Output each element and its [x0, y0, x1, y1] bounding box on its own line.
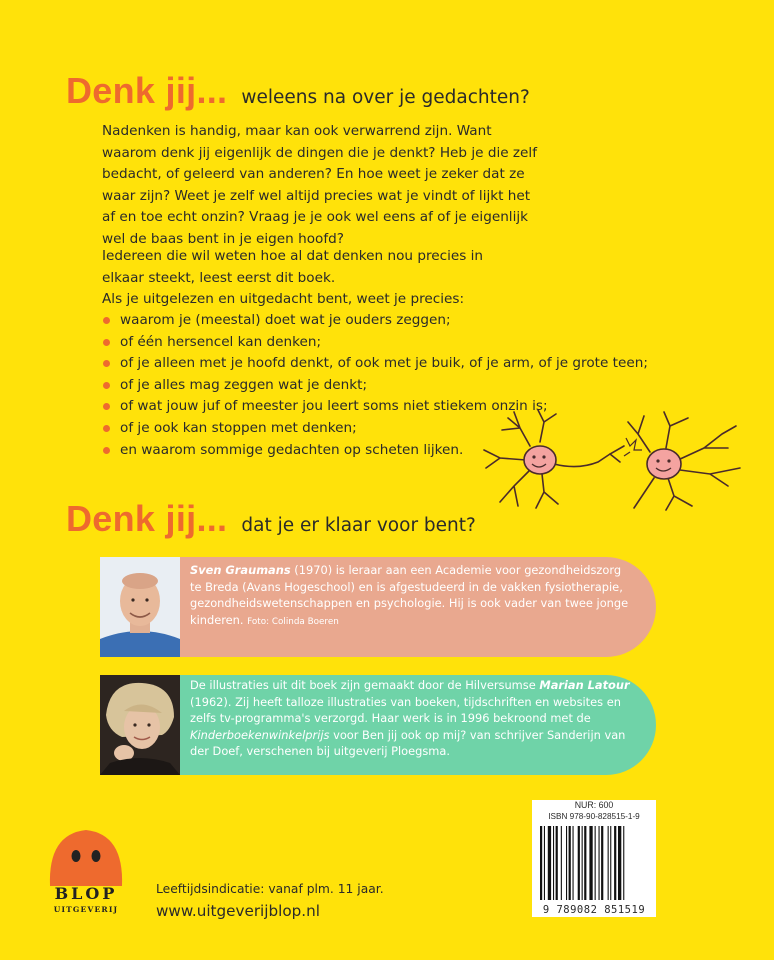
heading-2-big: Denk jij...	[66, 498, 228, 539]
barcode-bar	[595, 826, 596, 900]
barcode-bar	[573, 826, 574, 900]
intro-paragraph-2: Iedereen die wil weten hoe al dat denken nou precies in elkaar steekt, leest eerst dit boek.	[102, 248, 484, 286]
barcode-box	[532, 800, 656, 917]
isbn-code: ISBN 978-90-828515-1-9	[548, 812, 640, 821]
nur-code: NUR: 600	[574, 800, 614, 810]
list-item: of wat jouw juf of meester jou leert soms niet stiekem onzin is;	[102, 396, 648, 418]
list-item: of je ook kan stoppen met denken;	[102, 418, 648, 440]
photo-credit: Foto: Colinda Boeren	[247, 616, 339, 627]
logo-wordmark: BLOP	[54, 884, 118, 903]
barcode-bar	[578, 826, 580, 900]
heading-2	[66, 498, 476, 540]
author-name: Sven Graumans	[190, 563, 291, 577]
barcode-bar	[584, 826, 586, 900]
barcode-icon	[540, 826, 648, 900]
heading-1-small: weleens na over je gedachten?	[241, 87, 530, 108]
illustrator-text-middle: (1962). Zij heeft talloze illustraties van boeken, tijdschriften en websites en zelfs tv-programma's verzorgd. Haar werk is in 1996 bekroond met de	[190, 694, 621, 725]
illustrator-bio	[190, 677, 635, 760]
heading-1-big: Denk jij...	[66, 70, 228, 111]
barcode-bar	[618, 826, 621, 900]
barcode-bar	[553, 826, 554, 900]
barcode-bar	[556, 826, 558, 900]
list-item: en waarom sommige gedachten op scheten lijken.	[102, 440, 648, 462]
barcode-bar	[569, 826, 571, 900]
author-text: (1970) is leraar aan een Academie voor gezondheidszorg te Breda (Avans Hogeschool) en is afgestudeerd in de vakken fysiotherapie, gezondheidswetenschappen en psychologie. Hij is ook vader van twee jonge kinderen.	[190, 563, 629, 627]
illustrator-text-before: De illustraties uit dit boek zijn gemaakt door de Hilversumse	[190, 678, 540, 692]
illustrator-name: Marian Latour	[539, 678, 630, 692]
blop-logo-icon	[44, 826, 128, 886]
list-item: of één hersencel kan denken;	[102, 332, 648, 354]
barcode-bar	[599, 826, 600, 900]
illustrator-photo	[100, 675, 180, 775]
barcode-bar	[566, 826, 567, 900]
barcode-bar	[582, 826, 583, 900]
list-item: of je alleen met je hoofd denkt, of ook met je buik, of je arm, of je grote teen;	[102, 353, 648, 375]
barcode-bar	[601, 826, 603, 900]
author-bio	[190, 562, 635, 630]
illustrator-box	[100, 675, 656, 775]
barcode-bar	[589, 826, 592, 900]
logo-subtitle: UITGEVERIJ	[53, 905, 119, 914]
heading-2-small: dat je er klaar voor bent?	[241, 515, 476, 536]
intro-paragraph: Nadenken is handig, maar kan ook verwarrend zijn. Want waarom denk jij eigenlijk de dingen die je denkt? Heb je die zelf bedacht, of geleerd van anderen? En hoe weet je zeker dat ze waar zijn? Weet je zelf wel altijd precies wat je vindt of lijkt het af en toe echt onzin? Vraag je je ook wel eens af of je eigenlijk wel de baas bent in je eigen hoofd?	[102, 123, 537, 247]
barcode-bar	[610, 826, 611, 900]
list-item: waarom je (meestal) doet wat je ouders zeggen;	[102, 310, 648, 332]
neuron-illustration	[478, 408, 750, 513]
heading-1	[66, 70, 530, 112]
barcode-bar	[548, 826, 551, 900]
barcode-bar	[544, 826, 545, 900]
intro-lead: Als je uitgelezen en uitgedacht bent, weet je precies:	[102, 291, 465, 307]
illustrator-text-after: voor Ben jij ook op mij? van schrijver Sanderijn van der Doef, verschenen bij uitgeverij Ploegsma.	[190, 727, 626, 758]
author-box	[100, 557, 656, 657]
barcode-bar	[608, 826, 609, 900]
list-item: of je alles mag zeggen wat je denkt;	[102, 375, 648, 397]
barcode-bar	[540, 826, 542, 900]
author-photo	[100, 557, 180, 657]
age-indication: Leeftijdsindicatie: vanaf plm. 11 jaar.	[156, 882, 384, 896]
website-link[interactable]: www.uitgeverijblop.nl	[156, 902, 320, 920]
barcode-number: 9 789082 851519	[542, 904, 646, 916]
barcode-bar	[561, 826, 562, 900]
prize-name: Kinderboekenwinkelprijs	[190, 727, 330, 742]
barcode-bar	[623, 826, 624, 900]
barcode-bar	[614, 826, 616, 900]
